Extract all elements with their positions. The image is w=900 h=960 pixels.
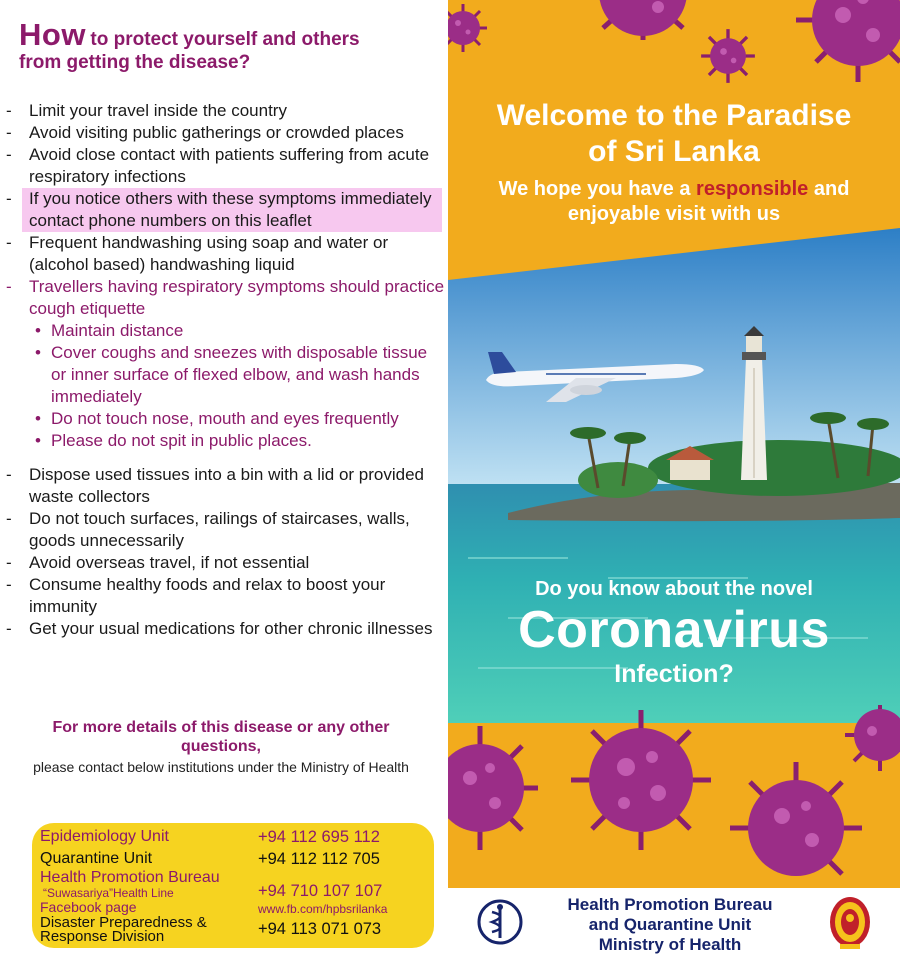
prevention-panel bbox=[0, 0, 448, 960]
contact-name: Response Division bbox=[40, 928, 165, 945]
contact-name: Disaster Preparedness & bbox=[40, 914, 207, 931]
prevention-tips-list bbox=[6, 100, 446, 640]
list-item: • Cover coughs and sneezes with disposable tissue or inner surface of flexed elbow, and wash hands immediately bbox=[35, 343, 428, 406]
contact-numbers-box bbox=[32, 823, 434, 948]
list-item: - Dispose used tissues into a bin with a lid or provided waste collectors bbox=[6, 465, 424, 506]
welcome-line1: Welcome to the Paradise bbox=[496, 99, 852, 132]
welcome-title bbox=[448, 98, 900, 170]
list-item: - Avoid close contact with patients suffering from acute respiratory infections bbox=[6, 145, 430, 186]
list-item: - Travellers having respiratory symptoms should practice cough etiquette • Maintain distance • Cover coughs and sneezes with disposable tissue or inner surface of flexed elbow, and wash hands immediately • Do not touch nose, mouth and eyes frequently • Please do not spit in public places. bbox=[6, 277, 445, 450]
health-promotion-bureau-logo bbox=[476, 898, 524, 946]
hope-line2: enjoyable visit with us bbox=[567, 203, 781, 225]
infection-question: Infection? bbox=[614, 660, 734, 688]
cough-etiquette-list bbox=[29, 320, 446, 452]
virus-icon bbox=[788, 0, 900, 90]
highlighted-list-item: - If you notice others with these symptoms immediately contact phone numbers on this leaflet bbox=[22, 188, 442, 232]
coronavirus-title: Coronavirus bbox=[518, 601, 830, 659]
hope-line1: We hope you have a responsible and bbox=[498, 178, 850, 200]
sri-lanka-emblem-icon bbox=[826, 894, 874, 952]
heading-line2: from getting the disease? bbox=[19, 52, 251, 73]
virus-icon bbox=[568, 0, 718, 42]
list-item: - Frequent handwashing using soap and water or (alcohol based) handwashing liquid bbox=[6, 233, 389, 274]
virus-icon bbox=[566, 705, 716, 855]
contact-name: Quarantine Unit bbox=[40, 850, 153, 867]
phone-number[interactable]: +94 112 112 705 bbox=[258, 850, 380, 868]
issuer-name: Health Promotion Bureau and Quarantine Unit Ministry of Health bbox=[567, 895, 773, 954]
facebook-label: Facebook page bbox=[40, 899, 137, 915]
issuer-footer bbox=[448, 888, 900, 960]
heading-how: How bbox=[19, 17, 86, 52]
list-item: - Do not touch surfaces, railings of staircases, walls, goods unnecessarily bbox=[6, 509, 410, 550]
welcome-subtitle bbox=[448, 177, 900, 227]
phone-number[interactable]: +94 112 695 112 bbox=[258, 828, 380, 846]
contact-name: Epidemiology Unit bbox=[40, 828, 169, 845]
prevention-heading bbox=[19, 17, 444, 74]
virus-icon bbox=[840, 705, 900, 775]
list-item: - Get your usual medications for other chronic illnesses bbox=[6, 619, 433, 638]
virus-icon bbox=[448, 0, 488, 68]
virus-icon bbox=[448, 718, 540, 878]
health-line-label: “Suwasariya”Health Line bbox=[43, 886, 174, 900]
virus-icon bbox=[700, 28, 756, 84]
list-item: • Do not touch nose, mouth and eyes frequently bbox=[35, 409, 399, 428]
phone-number[interactable]: +94 113 071 073 bbox=[258, 920, 382, 938]
list-item: • Please do not spit in public places. bbox=[35, 431, 312, 450]
responsible-word: responsible bbox=[696, 178, 809, 200]
list-item: - Limit your travel inside the country bbox=[6, 101, 287, 120]
list-spacer bbox=[6, 452, 446, 464]
facebook-link[interactable]: www.fb.com/hpbsrilanka bbox=[258, 902, 388, 916]
virus-icon bbox=[726, 758, 866, 898]
welcome-line2: of Sri Lanka bbox=[588, 135, 760, 168]
more-details-question: For more details of this disease or any other questions, bbox=[52, 719, 390, 755]
contact-name: Health Promotion Bureau bbox=[40, 869, 220, 886]
phone-number[interactable]: +94 710 107 107 bbox=[258, 882, 383, 900]
more-details bbox=[18, 718, 424, 776]
tourism-panel bbox=[448, 0, 900, 960]
list-item: - Avoid visiting public gatherings or crowded places bbox=[6, 123, 404, 142]
heading-line1: to protect yourself and others bbox=[90, 29, 360, 50]
know-question: Do you know about the novel bbox=[535, 578, 813, 600]
list-item: - Consume healthy foods and relax to boost your immunity bbox=[6, 575, 386, 616]
contact-instructions: please contact below institutions under the Ministry of Health bbox=[33, 759, 409, 775]
list-item: - Avoid overseas travel, if not essential bbox=[6, 553, 310, 572]
list-item: • Maintain distance bbox=[35, 321, 184, 340]
